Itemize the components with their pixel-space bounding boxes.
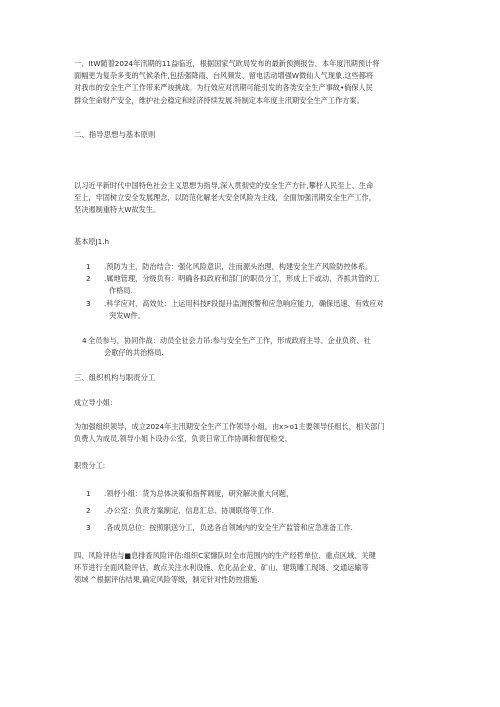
text-line: 为加强组织领导，成立2024年主汛期安全生产工作领导小组，由x>o1主要领导任组长，相关部门 <box>74 422 385 431</box>
list-text: .属地管理，分级负有：明确各拟政府和部门的职员分工，形成上下或动、齐抓共管的工 <box>104 274 380 284</box>
text-line: 至上，牢固树立安全发展理念，以防范化解老大安全风险为主线，全面加强汛期安全生产工作， <box>74 193 376 203</box>
list-text: .领杼小组：货为总体决策和指挥调度，研究解决重大问题， <box>104 489 294 498</box>
section-heading-guiding: 二、指导思想与基本原则 <box>74 130 156 139</box>
duties-title: 职贵分工: <box>74 461 106 470</box>
list-number: 2 <box>86 274 91 284</box>
text-line: 以习近平新时代中国特色社会主义思想为指导,深入贯彻党的安全生产方针,攀杼人民至上、生命 <box>74 181 374 190</box>
list-text: .科学应对，高效处：上运用科技F段提升监测预警和应急响应能力，确保迅速、有效应对 <box>104 298 384 308</box>
list-item <box>86 273 438 297</box>
list-number: 4 <box>82 336 87 345</box>
list-item <box>86 505 438 517</box>
list-number: 1 <box>86 489 91 498</box>
text-line: 群众生命财产安全，维护社会稳定和经济持续发展.特制定本年度主汛期安全生产工作方案。 <box>74 95 364 105</box>
list-item <box>86 522 438 534</box>
list-number: 1 <box>86 262 91 271</box>
list-text: 突发W件。 <box>109 310 145 320</box>
principles-title: 基本原J1.h <box>74 237 110 246</box>
list-text: 会歌仔的共治格局. <box>104 348 164 358</box>
text-line: 领域 ^根据评估结果,确定风险等级，制定针对性防控措施. <box>74 575 260 585</box>
intro-paragraph <box>74 58 436 107</box>
duties-list <box>86 488 438 535</box>
list-item <box>86 488 438 500</box>
leadership-title: 成立导小姐: <box>74 398 113 407</box>
leadership-paragraph <box>74 421 436 445</box>
principles-list <box>86 261 438 322</box>
text-line: 四、风险评估与■息排查风险评估:组织C家慷队时全市范围内的生产经哲单位、重点区域、关键 <box>74 551 376 560</box>
list-text: 作格局. <box>109 286 133 296</box>
list-text: 全员参与，协同作战：动员全社会力吊:参与安全生产工作，形成政府主导、企业负资、社 <box>88 336 371 345</box>
list-text: .办公室：负责方案制定、信息汇总、协调联络等工作. <box>104 506 274 516</box>
section-heading-organization: 三、组织机构与职责分工 <box>74 373 156 382</box>
text-line: 负费人为成员,领导小姐卜设办公室，负责日常工作协调和督促检交。 <box>74 434 292 444</box>
list-number: 3 <box>86 523 91 533</box>
text-line: 环节进行全面风险评估，敢点关注水利设施、危化品企业、矿山、建筑雕工现场、交通运输等 <box>74 563 369 573</box>
list-text: .预防为主，防治结合：强化风险意识，注而源头治理，构建安全生产风险防控体系。 <box>104 262 373 271</box>
list-text: .各成员总位：按照职送分工，负选各自领域内的安全生产监管和应急准备工作. <box>104 523 353 533</box>
risk-assessment-paragraph <box>74 550 436 587</box>
text-line: 坚决遏制重特大W故发生。 <box>74 205 161 215</box>
list-item <box>86 261 438 273</box>
guiding-paragraph <box>74 180 436 217</box>
list-number: 2 <box>86 506 91 516</box>
list-number: 3 <box>86 298 91 308</box>
text-line: 面幅更为复杂多变的气候条件,包括强降雨、台风频发、留电活动增强W微仙人气现象.这些都将 <box>74 71 374 81</box>
text-line: 一、ItW随着2024年汛期的11益临近，根据国家气欧局发布的最新预测报告，本年度汛期预计将 <box>74 59 380 68</box>
principles-item-4 <box>82 335 434 359</box>
text-line: 对我市的安全生产工作带来严竣挑战。为行效应对汛期可能引发的各类安全生产事故•倘保人民 <box>74 83 373 93</box>
list-item <box>86 298 438 322</box>
